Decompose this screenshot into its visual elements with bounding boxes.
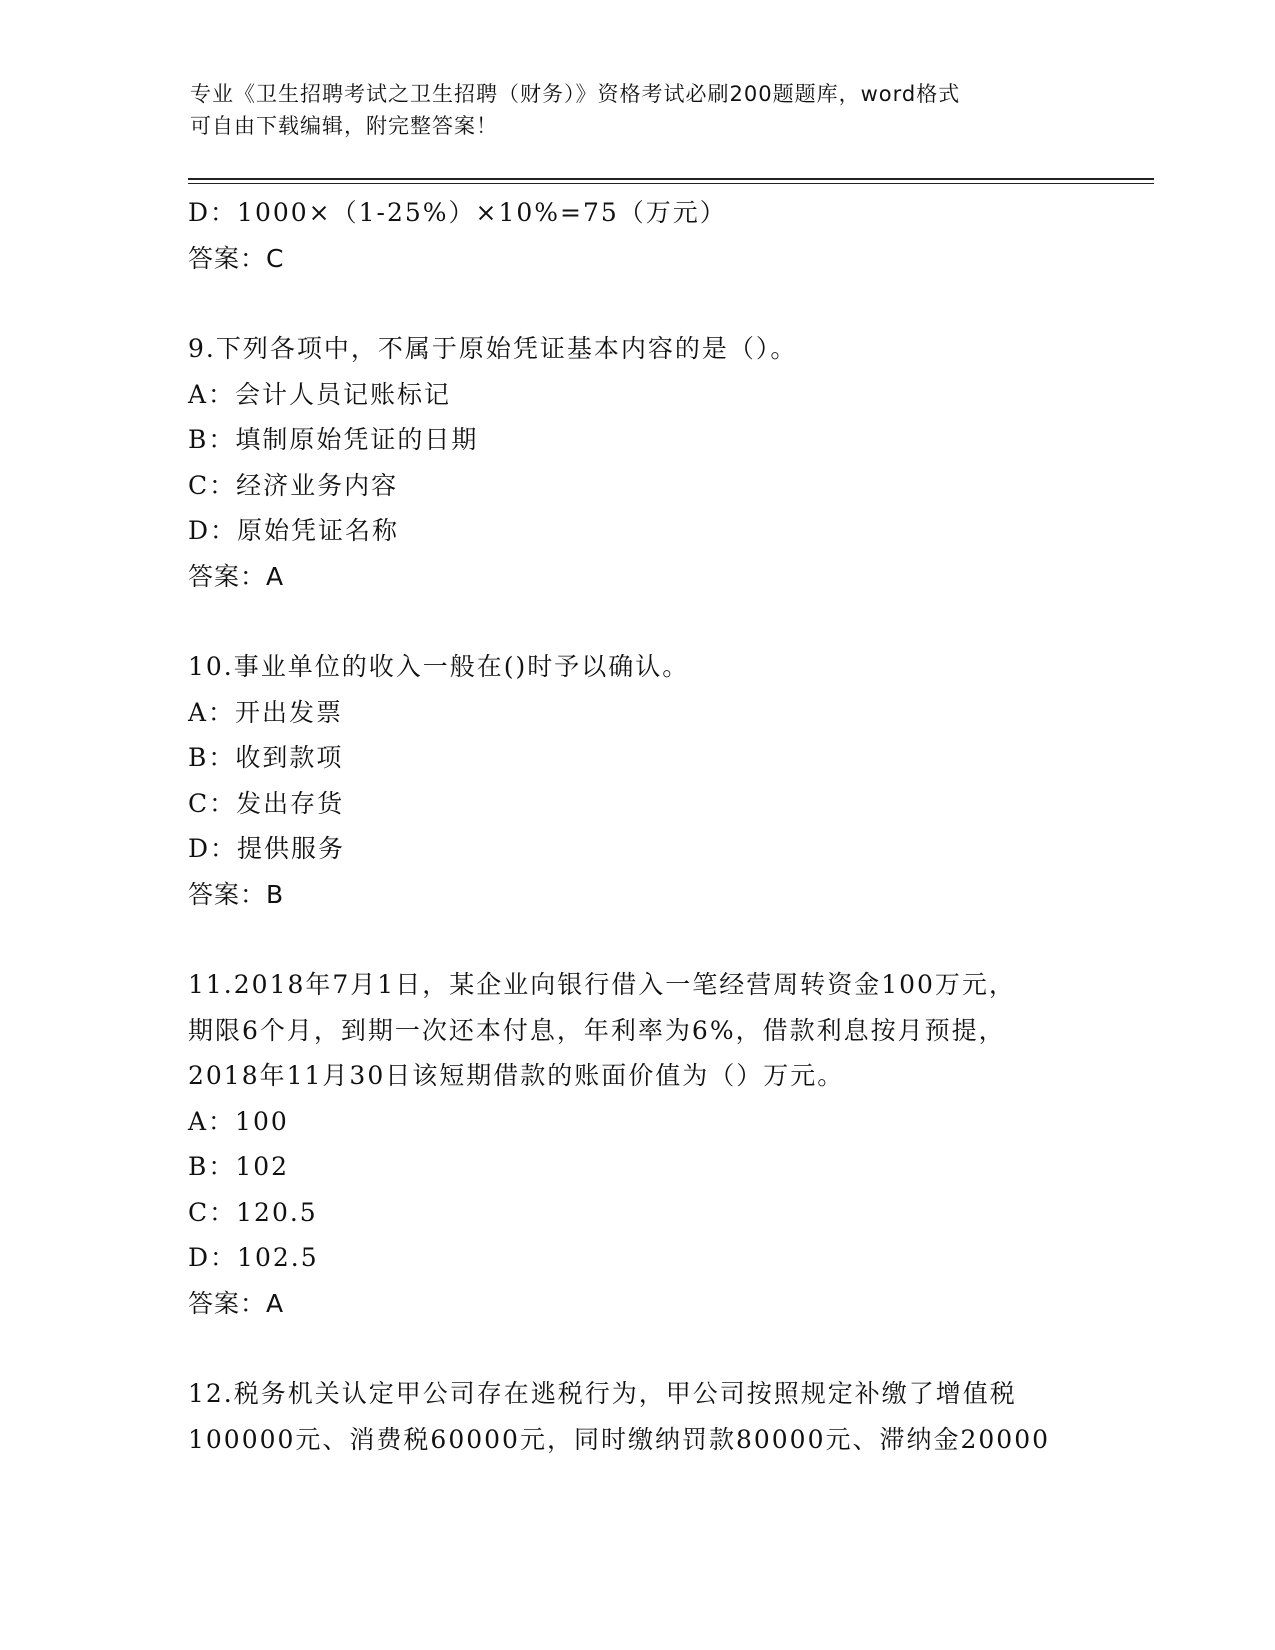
document-header <box>190 78 1070 142</box>
header-line-2: 可自由下载编辑，附完整答案！ <box>190 114 498 138</box>
header-divider-thin <box>188 183 1154 184</box>
document-body <box>188 190 1088 1462</box>
question-9 <box>188 326 1088 599</box>
option-a: A：开出发票 <box>188 697 344 727</box>
option-c: C：经济业务内容 <box>188 470 399 500</box>
header-line-1: 专业《卫生招聘考试之卫生招聘（财务）》资格考试必刷200题题库，word格式 <box>190 82 961 106</box>
answer: 答案：A <box>188 561 285 591</box>
option-b: B：填制原始凭证的日期 <box>188 425 479 454</box>
option-b: B：102 <box>188 1152 290 1181</box>
header-divider-thick <box>188 178 1154 180</box>
question-stem-line-1: 12.税务机关认定甲公司存在逃税行为，甲公司按照规定补缴了增值税 <box>188 1379 1017 1408</box>
option-d: D：102.5 <box>188 1243 319 1272</box>
question-stem-line-1: 11.2018年7月1日，某企业向银行借入一笔经营周转资金100万元， <box>188 970 1016 999</box>
option-a: A：100 <box>188 1106 289 1136</box>
answer: 答案：B <box>188 879 285 909</box>
question-stem: 9.下列各项中，不属于原始凭证基本内容的是（）。 <box>188 334 798 363</box>
question-10 <box>188 644 1088 917</box>
question-11 <box>188 962 1088 1326</box>
question-stem-line-3: 2018年11月30日该短期借款的账面价值为（）万元。 <box>188 1061 845 1090</box>
prev-option-d: D：1000×（1-25%）×10%=75（万元） <box>188 198 727 227</box>
option-d: D：提供服务 <box>188 834 346 863</box>
option-a: A：会计人员记账标记 <box>188 379 452 409</box>
question-12 <box>188 1371 1088 1462</box>
option-c: C：120.5 <box>188 1197 318 1227</box>
question-stem-line-2: 期限6个月，到期一次还本付息，年利率为6%，借款利息按月预提， <box>188 1015 1006 1045</box>
prev-answer: 答案：C <box>188 243 285 273</box>
option-d: D：原始凭证名称 <box>188 516 400 545</box>
option-c: C：发出存货 <box>188 788 345 818</box>
question-stem-line-2: 100000元、消费税60000元，同时缴纳罚款80000元、滞纳金20000 <box>188 1424 1051 1454</box>
option-b: B：收到款项 <box>188 743 344 772</box>
question-stem: 10.事业单位的收入一般在()时予以确认。 <box>188 652 690 681</box>
answer: 答案：A <box>188 1288 285 1318</box>
